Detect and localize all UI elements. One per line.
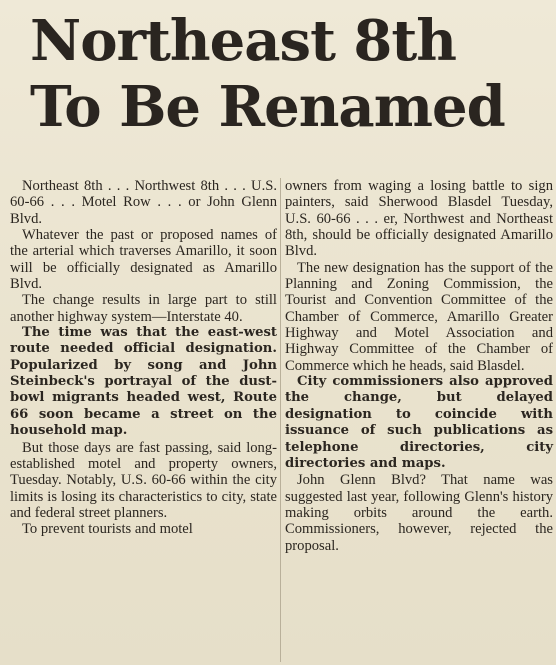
paragraph: The change results in large part to still another highway system—Interstate 40. — [10, 292, 277, 325]
paragraph: But those days are fast passing, said long-established motel and property owners, Tuesday. Notably, U.S. 60-66 within the city limits is losing its characteristics to city, state and federal street planners. — [10, 439, 277, 521]
paragraph: owners from waging a losing battle to sign painters, said Sherwood Blasdel Tuesday, U.S. 60-66 . . . er, Northwest and Northeast 8th, should be officially designated Amarillo Blvd. — [285, 178, 553, 260]
headline-line-1: Northeast 8th — [30, 8, 456, 74]
paragraph: Northeast 8th . . . Northwest 8th . . . U.S. 60-66 . . . Motel Row . . . or John Glenn Blvd. — [10, 178, 277, 227]
paragraph: The new designation has the support of the Planning and Zoning Commission, the Tourist and Convention Committee of the Chamber of Commerce, Amarillo Greater Highway and Motel Association and Highway Committee of the Chamber of Commerce which he heads, said Blasdel. — [285, 259, 553, 374]
paragraph-bold: City commissioners also approved the change, but delayed designation to coincide with issuance of such publications as telephone directories, city directories and maps. — [285, 374, 553, 471]
column-divider — [280, 178, 281, 662]
headline — [30, 8, 550, 140]
article-column-left — [10, 178, 277, 538]
paragraph-bold: The time was that the east-west route needed official designation. Popularized by song and John Steinbeck's portrayal of the dust-bowl migrants headed west, Route 66 soon became a street on the household map. — [10, 325, 277, 439]
paragraph: John Glenn Blvd? That name was suggested last year, following Glenn's history making orbits around the earth. Commissioners, however, rejected the proposal. — [285, 472, 553, 554]
article-column-right — [285, 178, 553, 554]
paragraph: To prevent tourists and motel — [22, 521, 193, 538]
headline-line-2: To Be Renamed — [30, 74, 505, 141]
paragraph: Whatever the past or proposed names of the arterial which traverses Amarillo, it soon will be officially designated as Amarillo Blvd. — [10, 227, 277, 293]
